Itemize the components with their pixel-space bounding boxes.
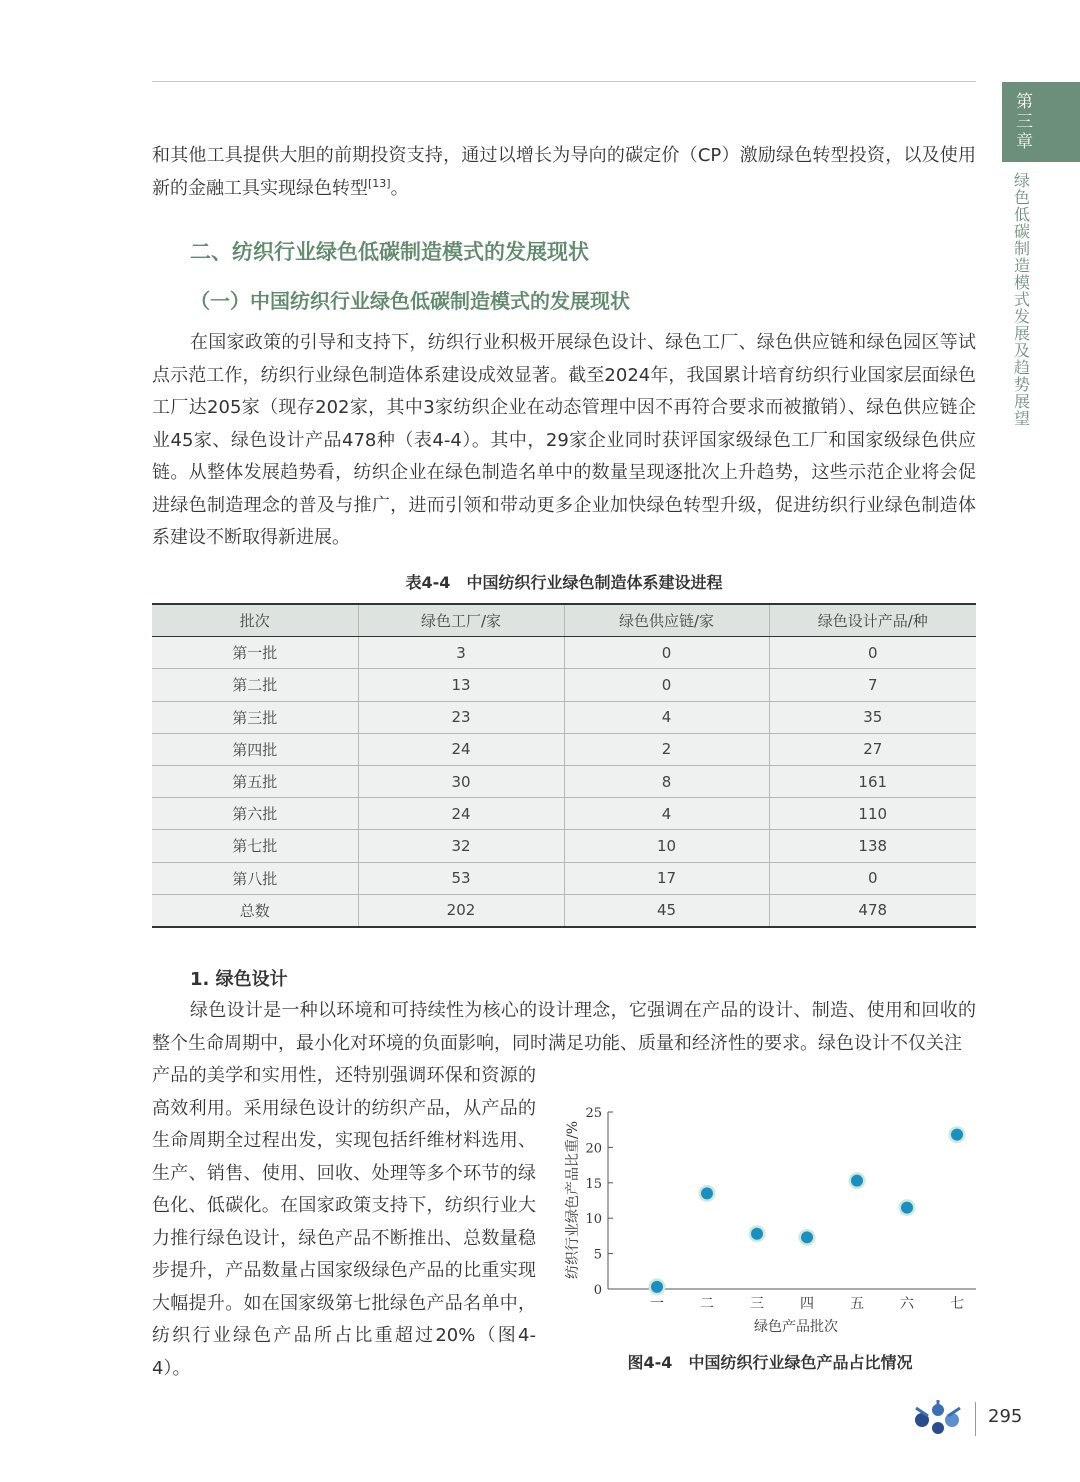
chapter-tab bbox=[1002, 82, 1080, 162]
chart-y-tick-label: 10 bbox=[585, 1212, 602, 1228]
chart-x-tick-label: 三 bbox=[750, 1296, 764, 1312]
chart-point bbox=[951, 1129, 963, 1141]
progress-table bbox=[152, 603, 976, 928]
table-row: 第三批 23 4 35 bbox=[152, 701, 976, 733]
figure-caption: 图4-4 中国纺织行业绿色产品占比情况 bbox=[627, 1353, 913, 1372]
chapter-title: 绿色低碳制造模式发展及趋势展望 bbox=[1014, 171, 1031, 428]
publisher-logo-icon bbox=[908, 1398, 968, 1438]
chapter-label: 第三章 bbox=[1016, 92, 1033, 152]
chart-point bbox=[701, 1187, 713, 1199]
chart-point bbox=[801, 1231, 813, 1243]
chart-y-ticks bbox=[585, 1106, 613, 1298]
chart-y-tick-label: 5 bbox=[593, 1247, 602, 1263]
table-row: 第二批 13 0 7 bbox=[152, 669, 976, 701]
chart-x-tick-label: 四 bbox=[800, 1296, 814, 1312]
green-design-paragraph-continued: 产品的美学和实用性，还特别强调环保和资源的高效利用。采用绿色设计的纺织产品，从产品的生命周期全过程出发，实现包括纤维材料选用、生产、销售、使用、回收、处理等多个环节的绿色化、低碳化。在国家政策支持下，纺织行业大力推行绿色设计，绿色产品不断推出、总数量稳步提升，产品数量占国家级绿色产品的比重实现大幅提升。如在国家级第七批绿色产品名单中，纺织行业绿色产品所占比重超过20%（图4-4）。 bbox=[152, 1065, 536, 1379]
header-batch: 批次 bbox=[152, 604, 358, 637]
table-row: 第八批 53 17 0 bbox=[152, 862, 976, 894]
chart-y-axis-label bbox=[564, 1121, 581, 1279]
reference-mark: [13] bbox=[368, 176, 391, 190]
table-row: 第六批 24 4 110 bbox=[152, 798, 976, 830]
intro-paragraph: 和其他工具提供大胆的前期投资支持，通过以增长为导向的碳定价（CP）激励绿色转型投资，以及使用新的金融工具实现绿色转型[13]。 bbox=[152, 145, 976, 199]
footer-rule bbox=[975, 1402, 976, 1436]
table-caption: 表4-4 中国纺织行业绿色制造体系建设进程 bbox=[405, 573, 723, 592]
chart-point bbox=[751, 1228, 763, 1240]
green-design-heading: 1. 绿色设计 bbox=[190, 969, 288, 990]
chart-x-tick-label: 一 bbox=[650, 1296, 664, 1312]
chart-x-tick-label: 七 bbox=[950, 1296, 964, 1312]
section-heading: 二、纺织行业绿色低碳制造模式的发展现状 bbox=[190, 240, 589, 264]
chart-y-axis-label-text: 纺织行业绿色产品比重/% bbox=[565, 1120, 581, 1280]
table-row: 第一批 3 0 0 bbox=[152, 637, 976, 669]
chart-y-tick-label: 25 bbox=[585, 1106, 602, 1121]
chart-point bbox=[851, 1175, 863, 1187]
chart-x-ticks bbox=[650, 1296, 964, 1312]
chart-y-tick-label: 20 bbox=[585, 1141, 602, 1157]
chart-x-tick-label: 六 bbox=[900, 1296, 914, 1312]
table-header-row bbox=[152, 604, 976, 637]
chart-x-tick-label: 二 bbox=[700, 1296, 714, 1312]
table-total-row: 总数 202 45 478 bbox=[152, 894, 976, 927]
header-green-design-product: 绿色设计产品/种 bbox=[769, 604, 976, 637]
chart-y-tick-label: 15 bbox=[585, 1176, 602, 1192]
chart-point bbox=[651, 1281, 663, 1293]
table-row: 第四批 24 2 27 bbox=[152, 733, 976, 765]
page-number: 295 bbox=[988, 1406, 1023, 1427]
header-green-supply-chain: 绿色供应链/家 bbox=[564, 604, 769, 637]
chart-y-tick-label: 0 bbox=[593, 1283, 602, 1298]
header-green-factory: 绿色工厂/家 bbox=[358, 604, 564, 637]
top-rule bbox=[152, 81, 976, 82]
green-design-paragraph: 绿色设计是一种以环境和可持续性为核心的设计理念，它强调在产品的设计、制造、使用和回收的整个生命周期中，最小化对环境的负面影响，同时满足功能、质量和经济性的要求。绿色设计不仅关注 bbox=[152, 1000, 976, 1054]
chart-points bbox=[649, 1126, 966, 1295]
table-row: 第七批 32 10 138 bbox=[152, 830, 976, 862]
table-row: 第五批 30 8 161 bbox=[152, 765, 976, 797]
chart-x-axis-label: 绿色产品批次 bbox=[754, 1319, 838, 1335]
green-product-share-chart bbox=[552, 1098, 982, 1343]
main-paragraph: 在国家政策的引导和支持下，纺织行业积极开展绿色设计、绿色工厂、绿色供应链和绿色园区等试点示范工作，纺织行业绿色制造体系建设成效显著。截至2024年，我国累计培育纺织行业国家层面绿色工厂达205家（现存202家，其中3家纺织企业在动态管理中因不再符合要求而被撤销）、绿色供应链企业45家、绿色设计产品478种（表4-4）。其中，29家企业同时获评国家级绿色工厂和国家级绿色供应链。从整体发展趋势看，纺织企业在绿色制造名单中的数量呈现逐批次上升趋势，这些示范企业将会促进绿色制造理念的普及与推广，进而引领和带动更多企业加快绿色转型升级，促进纺织行业绿色制造体系建设不断取得新进展。 bbox=[152, 332, 976, 548]
chart-point bbox=[901, 1202, 913, 1214]
chart-x-tick-label: 五 bbox=[850, 1296, 864, 1312]
subsection-heading: （一）中国纺织行业绿色低碳制造模式的发展现状 bbox=[190, 289, 630, 313]
